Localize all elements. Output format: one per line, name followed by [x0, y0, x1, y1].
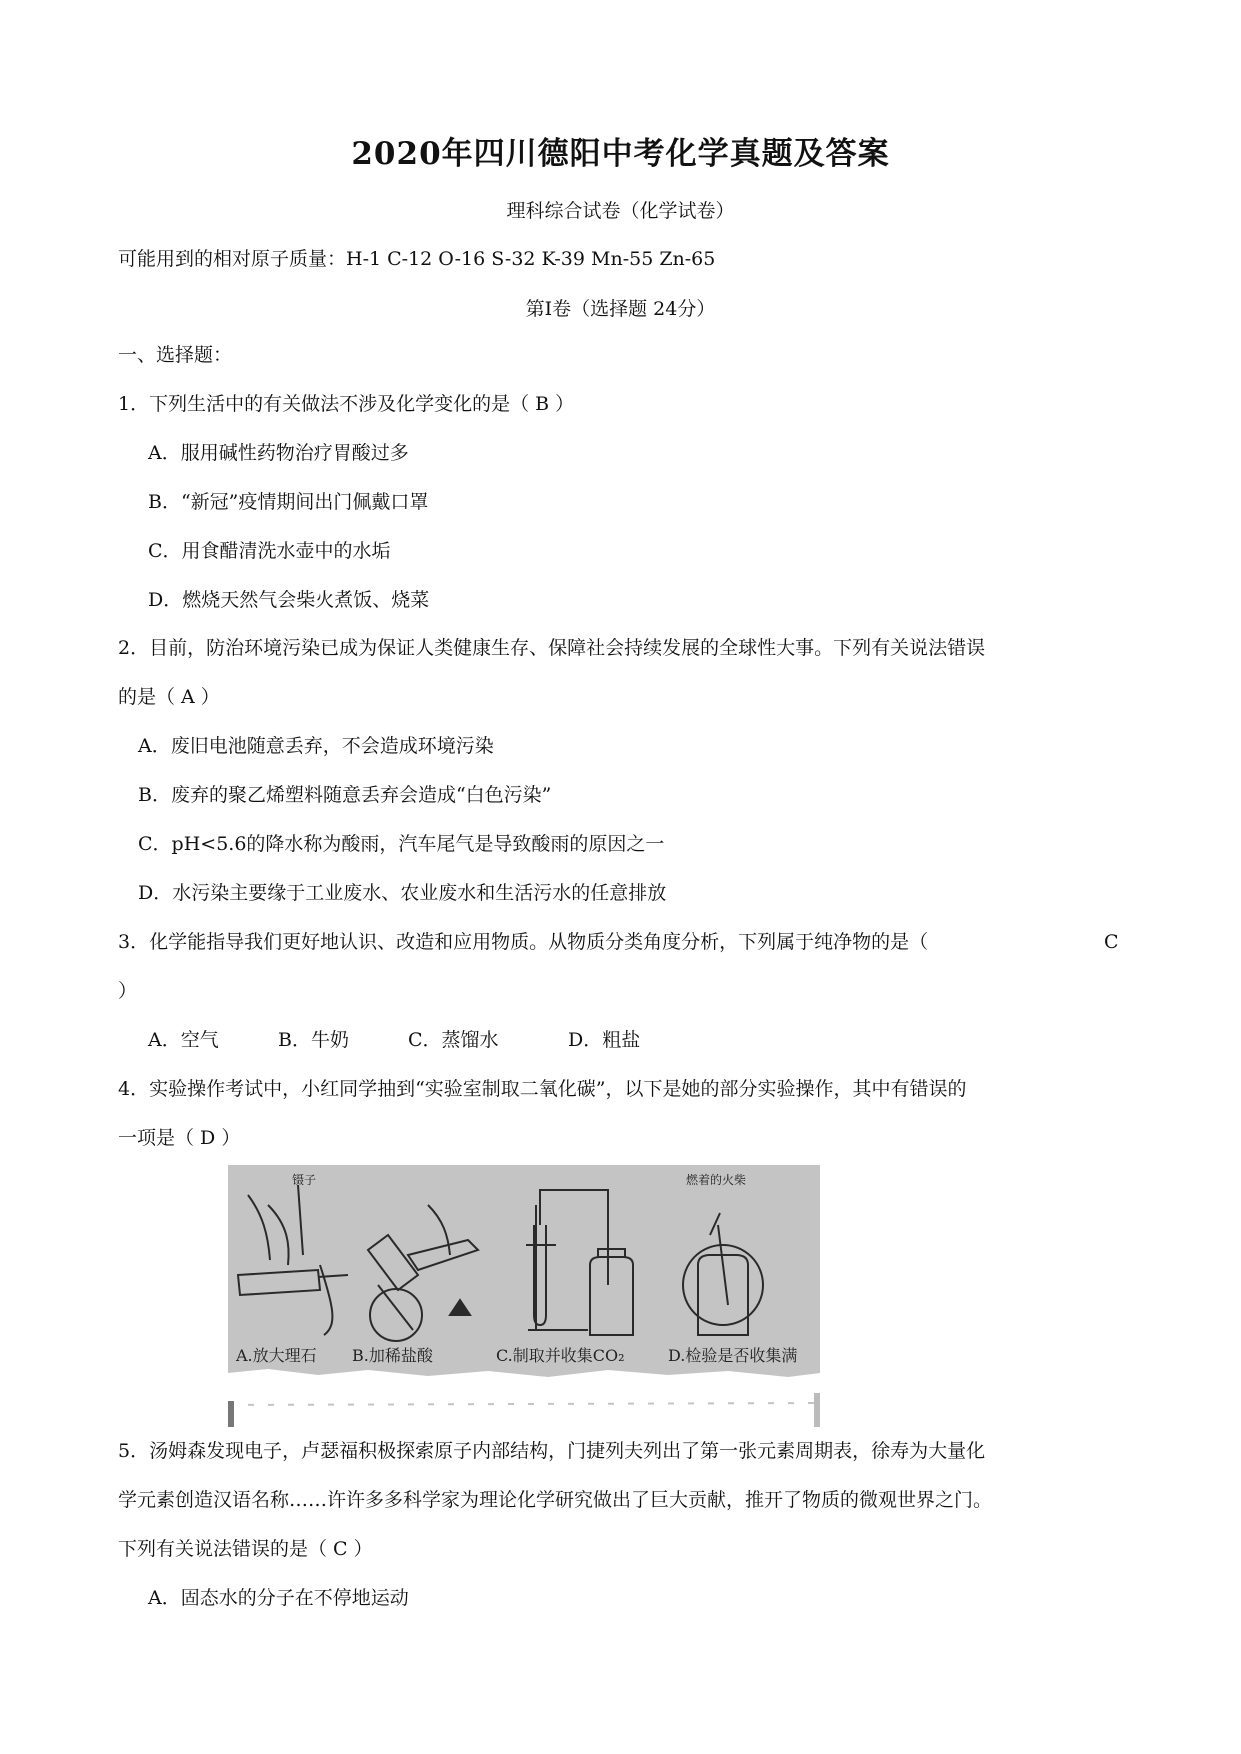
- question-3-option-d: D．粗盐: [568, 1029, 641, 1051]
- question-3-option-a: A．空气: [148, 1029, 219, 1051]
- question-4-stem-line2: 一项是（ D ）: [118, 1127, 241, 1149]
- question-5-option-a: A．固态水的分子在不停地运动: [148, 1587, 409, 1609]
- question-3-answer: C: [1104, 931, 1119, 953]
- section-title: 第Ⅰ卷（选择题 24分）: [525, 298, 716, 320]
- caption-a: A.放大理石: [236, 1346, 317, 1365]
- page-subtitle: 理科综合试卷（化学试卷）: [506, 200, 735, 222]
- question-1-option-d: D．燃烧天然气会柴火煮饭、烧菜: [148, 589, 430, 611]
- experiment-illustration: [228, 1165, 820, 1427]
- part-heading: 一、选择题：: [118, 344, 233, 366]
- question-2-option-d: D．水污染主要缘于工业废水、农业废水和生活污水的任意排放: [138, 882, 667, 904]
- question-3-option-b: B．牛奶: [278, 1029, 349, 1051]
- question-2-option-b: B．废弃的聚乙烯塑料随意丢弃会造成“白色污染”: [138, 784, 552, 806]
- page-title: 2020年四川德阳中考化学真题及答案: [351, 136, 890, 172]
- question-3-stem-line2: ）: [118, 980, 138, 1002]
- question-2-option-a: A．废旧电池随意丢弃，不会造成环境污染: [138, 735, 494, 757]
- question-2-stem-line1: 2．目前，防治环境污染已成为保证人类健康生存、保障社会持续发展的全球性大事。下列有关说法错误: [118, 637, 986, 659]
- atomic-masses: 可能用到的相对原子质量：H-1 C-12 O-16 S-32 K-39 Mn-55 Zn-65: [118, 248, 716, 270]
- experiment-figure: [228, 1165, 820, 1427]
- question-2-stem-line2: 的是（ A ）: [118, 686, 220, 708]
- caption-b: B.加稀盐酸: [352, 1346, 433, 1365]
- question-5-stem-line1: 5．汤姆森发现电子，卢瑟福积极探索原子内部结构，门捷列夫列出了第一张元素周期表，徐寿为大量化: [118, 1440, 986, 1462]
- tongs-label: 镊子: [292, 1173, 317, 1187]
- question-2-option-c: C．pH<5.6的降水称为酸雨，汽车尾气是导致酸雨的原因之一: [138, 833, 665, 855]
- question-3-option-c: C．蒸馏水: [408, 1029, 499, 1051]
- match-label: 燃着的火柴: [686, 1173, 747, 1187]
- question-1-option-b: B．“新冠”疫情期间出门佩戴口罩: [148, 491, 429, 513]
- question-4-stem-line1: 4．实验操作考试中，小红同学抽到“实验室制取二氧化碳”，以下是她的部分实验操作，其中有错误的: [118, 1078, 967, 1100]
- caption-c: C.制取并收集CO₂: [496, 1346, 625, 1365]
- question-1-option-c: C．用食醋清洗水壶中的水垢: [148, 540, 391, 562]
- question-1-stem: 1．下列生活中的有关做法不涉及化学变化的是（ B ）: [118, 393, 575, 415]
- question-5-stem-line2: 学元素创造汉语名称……许许多多科学家为理论化学研究做出了巨大贡献，推开了物质的微观世界之门。: [118, 1489, 993, 1511]
- caption-d: D.检验是否收集满: [668, 1346, 798, 1365]
- question-5-stem-line3: 下列有关说法错误的是（ C ）: [118, 1538, 373, 1560]
- question-1-option-a: A．服用碱性药物治疗胃酸过多: [148, 442, 409, 464]
- question-3-stem-line1: 3．化学能指导我们更好地认识、改造和应用物质。从物质分类角度分析，下列属于纯净物的是（: [118, 931, 929, 953]
